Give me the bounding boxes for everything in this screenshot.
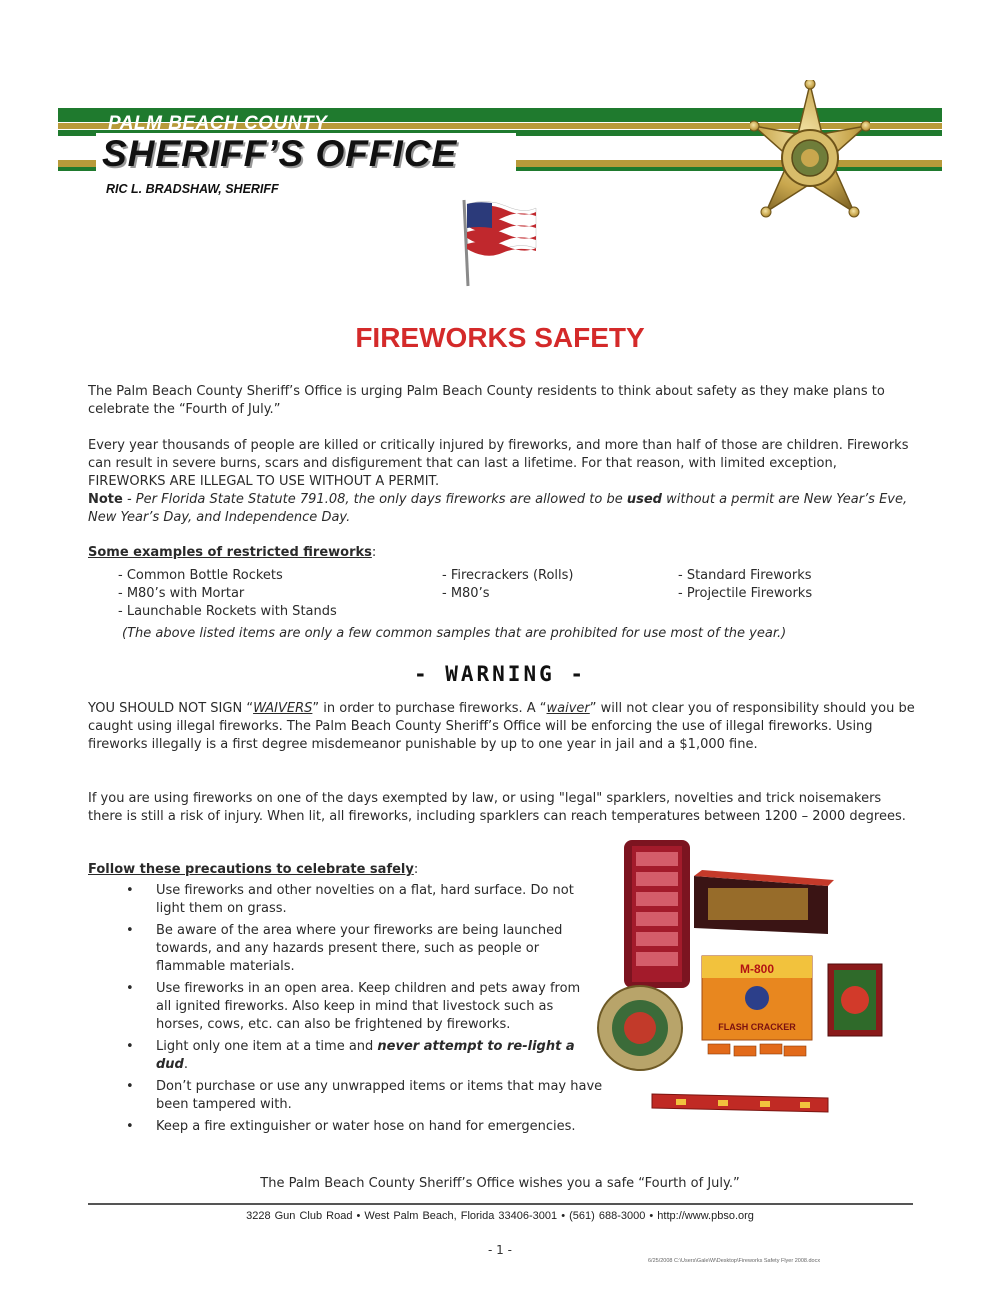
footer-contact: 3228 Gun Club Road • West Palm Beach, Florida 33406-3001 • (561) 688-3000 • http://www.pbso.org bbox=[246, 1210, 754, 1222]
precaution-text: Don’t purchase or use any unwrapped items or items that may have been tampered with. bbox=[156, 1079, 603, 1112]
flash-cracker-label: FLASH CRACKER bbox=[718, 1022, 796, 1032]
thunder-label bbox=[588, 832, 589, 833]
warning-title: - WARNING - bbox=[413, 662, 587, 686]
closing-message: The Palm Beach County Sheriff’s Office wishes you a safe “Fourth of July.” bbox=[260, 1176, 740, 1191]
sheriff-name: RIC L. BRADSHAW, SHERIFF bbox=[106, 182, 279, 196]
illegal-paragraph: Every year thousands of people are killed or critically injured by fireworks, and more than half of those are children. Fireworks can result in severe burns, scars and disfigurement that can last a lifetime. For that reason, with limited exception, FIREWORKS ARE ILLEGAL TO USE WITHOUT A PERMIT. bbox=[88, 438, 909, 489]
restricted-list-col1 bbox=[118, 567, 337, 621]
sheriff-star-badge-icon bbox=[750, 80, 870, 252]
list-item: • Be aware of the area where your fireworks are being launched towards, and any hazards present there, such as people or flammable materials. bbox=[126, 923, 563, 974]
precaution-text: Be aware of the area where your fireworks are being launched towards, and any hazards present there, such as people or flammable materials. bbox=[156, 923, 563, 974]
restricted-item: - Standard Fireworks bbox=[678, 568, 812, 583]
american-flag-icon bbox=[458, 196, 538, 288]
restricted-item: - Common Bottle Rockets bbox=[118, 568, 283, 583]
county-name: PALM BEACH COUNTY bbox=[108, 113, 328, 134]
precautions-heading-colon: : bbox=[413, 862, 419, 877]
restricted-heading-text: Some examples of restricted fireworks bbox=[88, 545, 372, 560]
m800-label: M-800 bbox=[739, 962, 775, 976]
restricted-item: - M80’s bbox=[442, 586, 490, 601]
precaution-text: Use fireworks and other novelties on a flat, hard surface. Do not light them on grass. bbox=[156, 883, 574, 916]
list-item: • Light only one item at a time and never attempt to re-light a dud. bbox=[126, 1039, 575, 1072]
restricted-item: - Firecrackers (Rolls) bbox=[442, 568, 574, 583]
waiver-paragraph bbox=[88, 700, 918, 754]
note-used: used bbox=[626, 492, 662, 507]
list-item: • Keep a fire extinguisher or water hose on hand for emergencies. bbox=[126, 1119, 576, 1134]
page-number: - 1 - bbox=[488, 1243, 512, 1257]
restricted-item: - Projectile Fireworks bbox=[678, 586, 813, 601]
note-label: Note bbox=[88, 492, 123, 507]
restricted-note: (The above listed items are only a few common samples that are prohibited for use most of the year.) bbox=[122, 626, 787, 641]
file-path: 6/25/2008 C:\Users\Gale\W\Desktop\Fireworks Safety Flyer 2008.docx bbox=[648, 1258, 821, 1264]
sparkler-paragraph: If you are using fireworks on one of the days exempted by law, or using "legal" sparklers, novelties and trick noisemakers there is still a risk of injury. When lit, all fireworks, including sparklers can reach temperatures between 1200 – 2000 degrees. bbox=[88, 791, 906, 824]
note-text-pre: - Per Florida State Statute 791.08, the only days fireworks are allowed to be bbox=[122, 492, 627, 507]
page-title: FIREWORKS SAFETY bbox=[355, 322, 645, 353]
precautions-heading-text: Follow these precautions to celebrate safely bbox=[88, 862, 414, 877]
restricted-item: - M80’s with Mortar bbox=[118, 586, 245, 601]
intro-paragraph: The Palm Beach County Sheriff’s Office is urging Palm Beach County residents to think about safety as they make plans to celebrate the “Fourth of July.” bbox=[88, 384, 885, 417]
precaution-text: Keep a fire extinguisher or water hose on hand for emergencies. bbox=[156, 1119, 576, 1134]
precaution-emphasis: never attempt to re-light a dud bbox=[156, 1039, 575, 1072]
statute-note bbox=[88, 491, 918, 527]
waiver-text-1: YOU SHOULD NOT SIGN “ bbox=[88, 701, 254, 716]
list-item: • Use fireworks in an open area. Keep children and pets away from all ignited fireworks. Also keep in mind that livestock such as horses, cows, etc. can also be frightened by fireworks. bbox=[126, 981, 581, 1032]
waiver-text-3: ” will not clear you of responsibility should you be caught using illegal fireworks. The Palm Beach County Sheriff’s Office will be enforcing the use of illegal fireworks. Using fireworks illegally is a first degree misdemeanor punishable by up to one year in jail and a $1,000 fine. bbox=[88, 701, 915, 752]
waivers-term: WAIVERS bbox=[253, 701, 313, 716]
restricted-heading-colon: : bbox=[371, 545, 377, 560]
waiver-term: waiver bbox=[546, 701, 590, 716]
restricted-list-col3 bbox=[678, 567, 812, 603]
footer-rule bbox=[88, 1203, 913, 1205]
office-name: SHERIFF’S OFFICE bbox=[102, 133, 458, 174]
restricted-heading bbox=[88, 544, 918, 562]
fireworks-photo bbox=[588, 832, 898, 1122]
precaution-text: Light only one item at a time and bbox=[156, 1039, 378, 1054]
precaution-text: Use fireworks in an open area. Keep children and pets away from all ignited fireworks. Also keep in mind that livestock such as horses, cows, etc. can also be frightened by fireworks. bbox=[156, 981, 581, 1032]
list-item: • Don’t purchase or use any unwrapped items or items that may have been tampered with. bbox=[126, 1079, 603, 1112]
precaution-text: . bbox=[183, 1057, 189, 1072]
fireworks-products-icon bbox=[588, 832, 898, 1122]
note-text-post: without a permit are New Year’s Eve, New Year’s Day, and Independence Day. bbox=[88, 492, 908, 525]
list-item: • Use fireworks and other novelties on a flat, hard surface. Do not light them on grass. bbox=[126, 883, 574, 916]
precautions-list bbox=[118, 882, 638, 1140]
restricted-item: - Launchable Rockets with Stands bbox=[118, 604, 337, 619]
restricted-list-col2 bbox=[442, 567, 574, 603]
waiver-text-2: ” in order to purchase fireworks. A “ bbox=[312, 701, 547, 716]
